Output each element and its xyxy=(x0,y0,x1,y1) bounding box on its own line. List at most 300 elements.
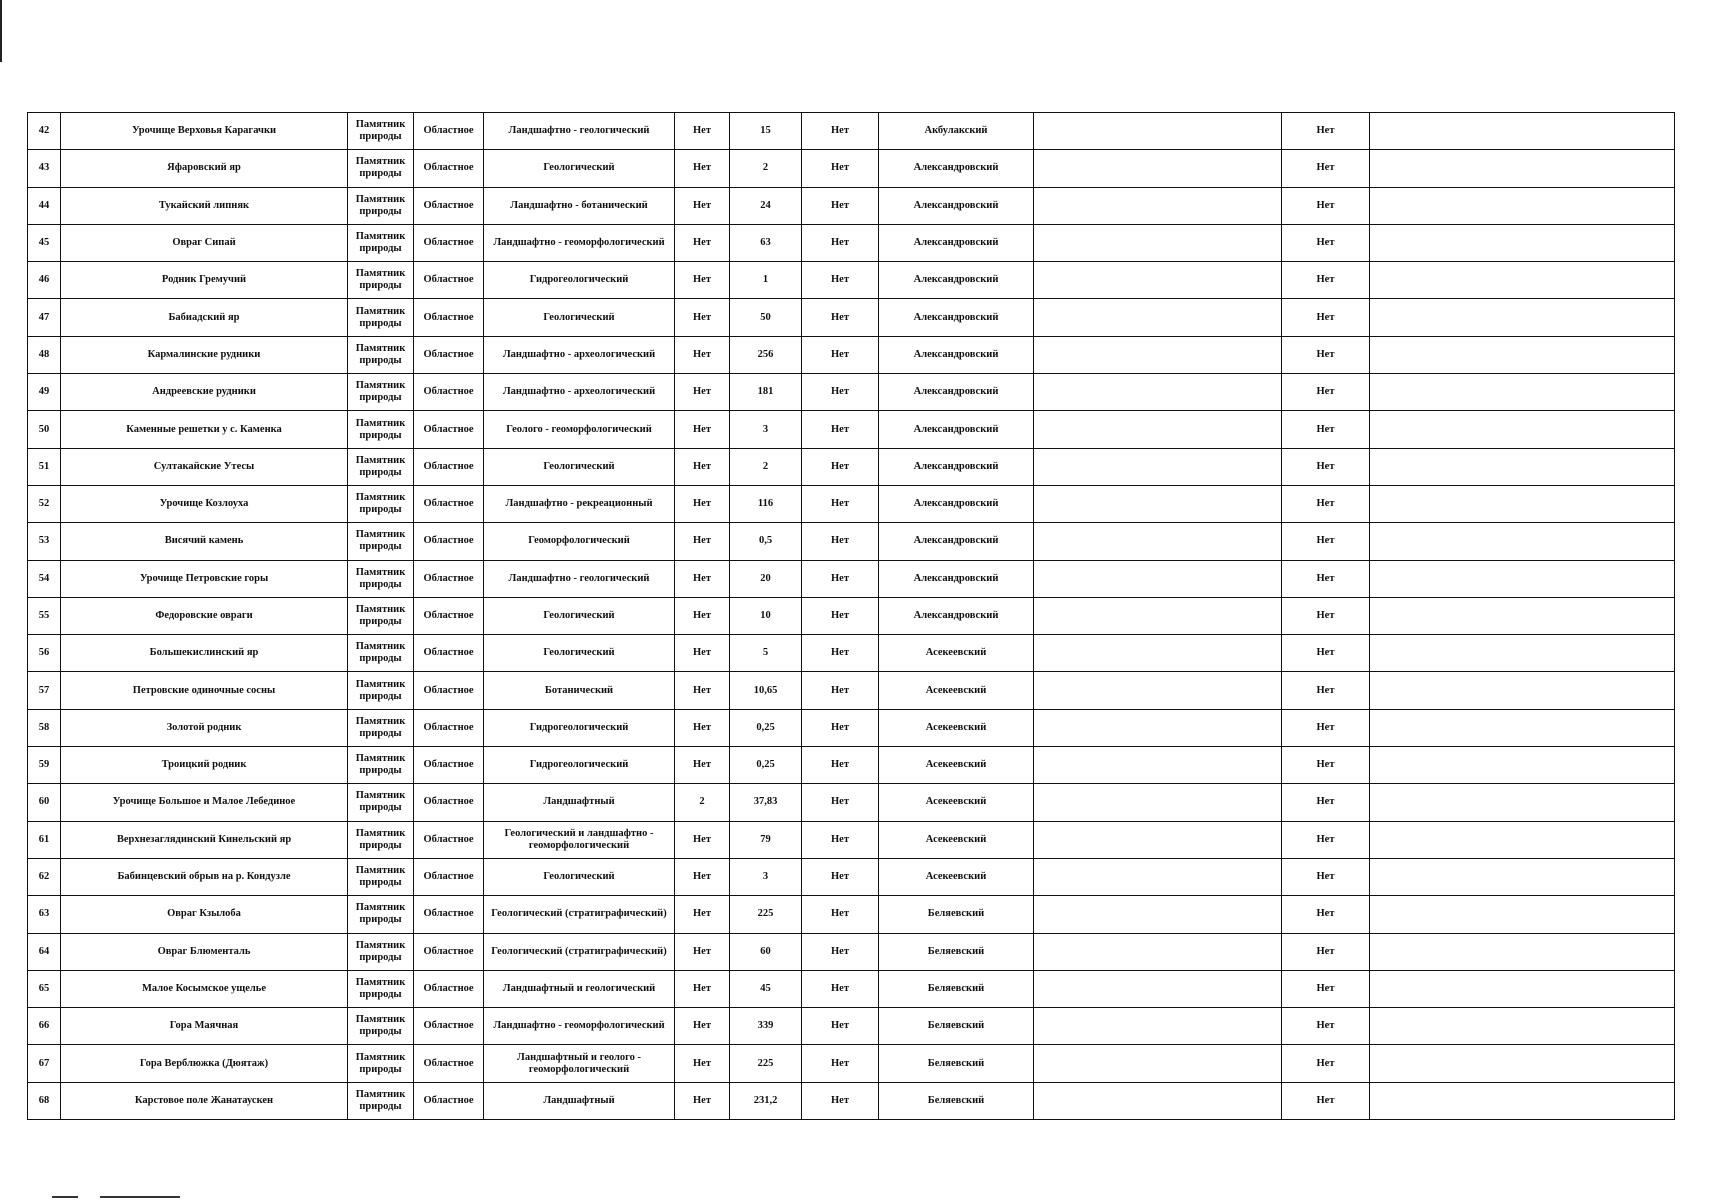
district-cell: Беляевский xyxy=(879,1008,1034,1045)
row-number-cell: 43 xyxy=(28,150,61,187)
district-cell: Асекеевский xyxy=(879,709,1034,746)
district-cell: Александровский xyxy=(879,187,1034,224)
object-name-cell: Карстовое поле Жанатаускен xyxy=(61,1082,348,1119)
registry-table-body xyxy=(28,113,1675,1120)
column-12-cell xyxy=(1370,448,1675,485)
object-name-cell: Овраг Сипай xyxy=(61,224,348,261)
column-8-cell: Нет xyxy=(802,485,879,522)
significance-cell: Областное xyxy=(414,113,484,150)
column-8-cell: Нет xyxy=(802,336,879,373)
area-cell: 3 xyxy=(730,858,802,895)
area-cell: 2 xyxy=(730,448,802,485)
district-cell: Асекеевский xyxy=(879,784,1034,821)
column-6-cell: Нет xyxy=(675,896,730,933)
object-name-cell: Тукайский липняк xyxy=(61,187,348,224)
significance-cell: Областное xyxy=(414,187,484,224)
category-cell: Памятник природы xyxy=(348,374,414,411)
column-11-cell: Нет xyxy=(1282,224,1370,261)
column-10-cell xyxy=(1034,821,1282,858)
column-10-cell xyxy=(1034,411,1282,448)
table-row xyxy=(28,1008,1675,1045)
column-6-cell: Нет xyxy=(675,187,730,224)
profile-cell: Геологический и ландшафтно - геоморфологический xyxy=(484,821,675,858)
row-number-cell: 65 xyxy=(28,970,61,1007)
column-6-cell: Нет xyxy=(675,821,730,858)
profile-cell: Ландшафтный и геологический xyxy=(484,970,675,1007)
column-11-cell: Нет xyxy=(1282,858,1370,895)
area-cell: 10 xyxy=(730,597,802,634)
scan-mark xyxy=(100,1196,180,1198)
column-6-cell: 2 xyxy=(675,784,730,821)
row-number-cell: 49 xyxy=(28,374,61,411)
column-12-cell xyxy=(1370,150,1675,187)
area-cell: 339 xyxy=(730,1008,802,1045)
table-row xyxy=(28,933,1675,970)
table-row xyxy=(28,262,1675,299)
area-cell: 116 xyxy=(730,485,802,522)
district-cell: Александровский xyxy=(879,299,1034,336)
column-6-cell: Нет xyxy=(675,858,730,895)
profile-cell: Ландшафтный xyxy=(484,784,675,821)
significance-cell: Областное xyxy=(414,448,484,485)
column-6-cell: Нет xyxy=(675,448,730,485)
column-12-cell xyxy=(1370,1045,1675,1082)
column-11-cell: Нет xyxy=(1282,933,1370,970)
column-11-cell: Нет xyxy=(1282,784,1370,821)
table-row xyxy=(28,709,1675,746)
table-row xyxy=(28,560,1675,597)
column-10-cell xyxy=(1034,224,1282,261)
column-12-cell xyxy=(1370,747,1675,784)
column-11-cell: Нет xyxy=(1282,597,1370,634)
row-number-cell: 57 xyxy=(28,672,61,709)
column-10-cell xyxy=(1034,187,1282,224)
row-number-cell: 64 xyxy=(28,933,61,970)
category-cell: Памятник природы xyxy=(348,1045,414,1082)
table-row xyxy=(28,672,1675,709)
category-cell: Памятник природы xyxy=(348,821,414,858)
district-cell: Асекеевский xyxy=(879,635,1034,672)
category-cell: Памятник природы xyxy=(348,933,414,970)
area-cell: 3 xyxy=(730,411,802,448)
profile-cell: Ландшафтно - рекреационный xyxy=(484,485,675,522)
column-10-cell xyxy=(1034,1008,1282,1045)
column-6-cell: Нет xyxy=(675,523,730,560)
column-12-cell xyxy=(1370,523,1675,560)
column-11-cell: Нет xyxy=(1282,560,1370,597)
column-12-cell xyxy=(1370,1082,1675,1119)
area-cell: 0,25 xyxy=(730,709,802,746)
column-12-cell xyxy=(1370,784,1675,821)
table-row xyxy=(28,970,1675,1007)
area-cell: 79 xyxy=(730,821,802,858)
category-cell: Памятник природы xyxy=(348,709,414,746)
profile-cell: Геологический xyxy=(484,299,675,336)
category-cell: Памятник природы xyxy=(348,523,414,560)
district-cell: Александровский xyxy=(879,336,1034,373)
profile-cell: Ландшафтно - геоморфологический xyxy=(484,1008,675,1045)
table-row xyxy=(28,374,1675,411)
column-12-cell xyxy=(1370,113,1675,150)
table-row xyxy=(28,448,1675,485)
row-number-cell: 68 xyxy=(28,1082,61,1119)
column-12-cell xyxy=(1370,858,1675,895)
row-number-cell: 56 xyxy=(28,635,61,672)
significance-cell: Областное xyxy=(414,560,484,597)
significance-cell: Областное xyxy=(414,597,484,634)
row-number-cell: 52 xyxy=(28,485,61,522)
column-11-cell: Нет xyxy=(1282,262,1370,299)
table-row xyxy=(28,821,1675,858)
column-8-cell: Нет xyxy=(802,970,879,1007)
column-12-cell xyxy=(1370,411,1675,448)
object-name-cell: Овраг Кзылоба xyxy=(61,896,348,933)
column-6-cell: Нет xyxy=(675,933,730,970)
area-cell: 50 xyxy=(730,299,802,336)
column-12-cell xyxy=(1370,635,1675,672)
column-11-cell: Нет xyxy=(1282,1008,1370,1045)
column-12-cell xyxy=(1370,299,1675,336)
area-cell: 225 xyxy=(730,896,802,933)
column-11-cell: Нет xyxy=(1282,970,1370,1007)
column-8-cell: Нет xyxy=(802,858,879,895)
category-cell: Памятник природы xyxy=(348,970,414,1007)
profile-cell: Геологический xyxy=(484,858,675,895)
registry-table xyxy=(27,112,1675,1120)
significance-cell: Областное xyxy=(414,262,484,299)
column-6-cell: Нет xyxy=(675,262,730,299)
column-10-cell xyxy=(1034,635,1282,672)
column-6-cell: Нет xyxy=(675,411,730,448)
table-row xyxy=(28,1082,1675,1119)
table-row xyxy=(28,896,1675,933)
area-cell: 2 xyxy=(730,150,802,187)
category-cell: Памятник природы xyxy=(348,1082,414,1119)
object-name-cell: Урочище Петровские горы xyxy=(61,560,348,597)
row-number-cell: 63 xyxy=(28,896,61,933)
district-cell: Акбулакский xyxy=(879,113,1034,150)
significance-cell: Областное xyxy=(414,374,484,411)
column-6-cell: Нет xyxy=(675,374,730,411)
profile-cell: Геологический (стратиграфический) xyxy=(484,896,675,933)
object-name-cell: Федоровские овраги xyxy=(61,597,348,634)
profile-cell: Геологический xyxy=(484,597,675,634)
column-8-cell: Нет xyxy=(802,1008,879,1045)
category-cell: Памятник природы xyxy=(348,411,414,448)
row-number-cell: 46 xyxy=(28,262,61,299)
row-number-cell: 47 xyxy=(28,299,61,336)
column-6-cell: Нет xyxy=(675,336,730,373)
object-name-cell: Родник Гремучий xyxy=(61,262,348,299)
table-row xyxy=(28,485,1675,522)
category-cell: Памятник природы xyxy=(348,560,414,597)
object-name-cell: Урочище Верховья Карагачки xyxy=(61,113,348,150)
column-10-cell xyxy=(1034,523,1282,560)
column-11-cell: Нет xyxy=(1282,336,1370,373)
table-row xyxy=(28,635,1675,672)
column-12-cell xyxy=(1370,187,1675,224)
column-12-cell xyxy=(1370,970,1675,1007)
table-row xyxy=(28,113,1675,150)
page-edge-line xyxy=(0,0,2,62)
category-cell: Памятник природы xyxy=(348,448,414,485)
column-10-cell xyxy=(1034,672,1282,709)
significance-cell: Областное xyxy=(414,485,484,522)
column-10-cell xyxy=(1034,597,1282,634)
row-number-cell: 62 xyxy=(28,858,61,895)
table-row xyxy=(28,299,1675,336)
table-row xyxy=(28,858,1675,895)
column-8-cell: Нет xyxy=(802,299,879,336)
row-number-cell: 42 xyxy=(28,113,61,150)
significance-cell: Областное xyxy=(414,1008,484,1045)
object-name-cell: Большекислинский яр xyxy=(61,635,348,672)
significance-cell: Областное xyxy=(414,336,484,373)
significance-cell: Областное xyxy=(414,150,484,187)
district-cell: Александровский xyxy=(879,448,1034,485)
column-10-cell xyxy=(1034,262,1282,299)
column-10-cell xyxy=(1034,896,1282,933)
category-cell: Памятник природы xyxy=(348,187,414,224)
area-cell: 37,83 xyxy=(730,784,802,821)
column-12-cell xyxy=(1370,933,1675,970)
column-8-cell: Нет xyxy=(802,672,879,709)
column-8-cell: Нет xyxy=(802,1045,879,1082)
district-cell: Беляевский xyxy=(879,896,1034,933)
district-cell: Асекеевский xyxy=(879,821,1034,858)
table-row xyxy=(28,224,1675,261)
column-10-cell xyxy=(1034,299,1282,336)
column-6-cell: Нет xyxy=(675,560,730,597)
column-11-cell: Нет xyxy=(1282,709,1370,746)
category-cell: Памятник природы xyxy=(348,262,414,299)
object-name-cell: Верхнезаглядинский Кинельский яр xyxy=(61,821,348,858)
category-cell: Памятник природы xyxy=(348,635,414,672)
column-6-cell: Нет xyxy=(675,709,730,746)
category-cell: Памятник природы xyxy=(348,672,414,709)
object-name-cell: Золотой родник xyxy=(61,709,348,746)
district-cell: Асекеевский xyxy=(879,672,1034,709)
object-name-cell: Бабиадский яр xyxy=(61,299,348,336)
district-cell: Александровский xyxy=(879,485,1034,522)
column-11-cell: Нет xyxy=(1282,299,1370,336)
column-11-cell: Нет xyxy=(1282,374,1370,411)
significance-cell: Областное xyxy=(414,970,484,1007)
area-cell: 181 xyxy=(730,374,802,411)
column-10-cell xyxy=(1034,485,1282,522)
district-cell: Александровский xyxy=(879,262,1034,299)
area-cell: 225 xyxy=(730,1045,802,1082)
profile-cell: Ландшафтно - геологический xyxy=(484,113,675,150)
object-name-cell: Каменные решетки у с. Каменка xyxy=(61,411,348,448)
object-name-cell: Овраг Блюменталь xyxy=(61,933,348,970)
significance-cell: Областное xyxy=(414,1045,484,1082)
column-8-cell: Нет xyxy=(802,150,879,187)
object-name-cell: Яфаровский яр xyxy=(61,150,348,187)
column-6-cell: Нет xyxy=(675,635,730,672)
category-cell: Памятник природы xyxy=(348,299,414,336)
row-number-cell: 53 xyxy=(28,523,61,560)
profile-cell: Геологический (стратиграфический) xyxy=(484,933,675,970)
column-8-cell: Нет xyxy=(802,784,879,821)
profile-cell: Ландшафтно - археологический xyxy=(484,374,675,411)
table-row xyxy=(28,336,1675,373)
profile-cell: Гидрогеологический xyxy=(484,262,675,299)
column-6-cell: Нет xyxy=(675,1045,730,1082)
column-8-cell: Нет xyxy=(802,597,879,634)
category-cell: Памятник природы xyxy=(348,224,414,261)
table-row xyxy=(28,784,1675,821)
object-name-cell: Кармалинские рудники xyxy=(61,336,348,373)
category-cell: Памятник природы xyxy=(348,485,414,522)
object-name-cell: Гора Верблюжка (Дюятаж) xyxy=(61,1045,348,1082)
area-cell: 20 xyxy=(730,560,802,597)
profile-cell: Гидрогеологический xyxy=(484,747,675,784)
column-11-cell: Нет xyxy=(1282,1082,1370,1119)
row-number-cell: 55 xyxy=(28,597,61,634)
column-8-cell: Нет xyxy=(802,262,879,299)
column-8-cell: Нет xyxy=(802,747,879,784)
column-10-cell xyxy=(1034,448,1282,485)
column-11-cell: Нет xyxy=(1282,485,1370,522)
column-6-cell: Нет xyxy=(675,150,730,187)
profile-cell: Ботанический xyxy=(484,672,675,709)
column-6-cell: Нет xyxy=(675,113,730,150)
column-11-cell: Нет xyxy=(1282,672,1370,709)
column-8-cell: Нет xyxy=(802,224,879,261)
column-12-cell xyxy=(1370,597,1675,634)
district-cell: Беляевский xyxy=(879,1082,1034,1119)
significance-cell: Областное xyxy=(414,299,484,336)
column-12-cell xyxy=(1370,672,1675,709)
object-name-cell: Висячий камень xyxy=(61,523,348,560)
row-number-cell: 67 xyxy=(28,1045,61,1082)
district-cell: Беляевский xyxy=(879,1045,1034,1082)
profile-cell: Ландшафтный и геолого - геоморфологический xyxy=(484,1045,675,1082)
column-8-cell: Нет xyxy=(802,411,879,448)
column-11-cell: Нет xyxy=(1282,747,1370,784)
significance-cell: Областное xyxy=(414,635,484,672)
district-cell: Беляевский xyxy=(879,970,1034,1007)
area-cell: 0,5 xyxy=(730,523,802,560)
table-row xyxy=(28,597,1675,634)
column-8-cell: Нет xyxy=(802,523,879,560)
column-6-cell: Нет xyxy=(675,672,730,709)
column-12-cell xyxy=(1370,262,1675,299)
column-12-cell xyxy=(1370,896,1675,933)
column-8-cell: Нет xyxy=(802,821,879,858)
table-row xyxy=(28,523,1675,560)
column-11-cell: Нет xyxy=(1282,187,1370,224)
column-12-cell xyxy=(1370,1008,1675,1045)
area-cell: 24 xyxy=(730,187,802,224)
area-cell: 5 xyxy=(730,635,802,672)
column-11-cell: Нет xyxy=(1282,113,1370,150)
category-cell: Памятник природы xyxy=(348,858,414,895)
column-11-cell: Нет xyxy=(1282,523,1370,560)
category-cell: Памятник природы xyxy=(348,150,414,187)
significance-cell: Областное xyxy=(414,933,484,970)
column-11-cell: Нет xyxy=(1282,896,1370,933)
area-cell: 0,25 xyxy=(730,747,802,784)
category-cell: Памятник природы xyxy=(348,747,414,784)
district-cell: Александровский xyxy=(879,523,1034,560)
profile-cell: Ландшафтно - ботанический xyxy=(484,187,675,224)
column-11-cell: Нет xyxy=(1282,411,1370,448)
district-cell: Александровский xyxy=(879,560,1034,597)
column-11-cell: Нет xyxy=(1282,1045,1370,1082)
column-12-cell xyxy=(1370,560,1675,597)
category-cell: Памятник природы xyxy=(348,896,414,933)
column-12-cell xyxy=(1370,224,1675,261)
column-10-cell xyxy=(1034,374,1282,411)
object-name-cell: Андреевские рудники xyxy=(61,374,348,411)
object-name-cell: Малое Косымское ущелье xyxy=(61,970,348,1007)
column-11-cell: Нет xyxy=(1282,635,1370,672)
row-number-cell: 60 xyxy=(28,784,61,821)
column-8-cell: Нет xyxy=(802,635,879,672)
row-number-cell: 51 xyxy=(28,448,61,485)
row-number-cell: 48 xyxy=(28,336,61,373)
significance-cell: Областное xyxy=(414,523,484,560)
column-10-cell xyxy=(1034,560,1282,597)
table-row xyxy=(28,187,1675,224)
object-name-cell: Урочище Козлоуха xyxy=(61,485,348,522)
area-cell: 1 xyxy=(730,262,802,299)
row-number-cell: 45 xyxy=(28,224,61,261)
significance-cell: Областное xyxy=(414,747,484,784)
significance-cell: Областное xyxy=(414,858,484,895)
area-cell: 10,65 xyxy=(730,672,802,709)
significance-cell: Областное xyxy=(414,821,484,858)
column-6-cell: Нет xyxy=(675,747,730,784)
column-6-cell: Нет xyxy=(675,970,730,1007)
column-10-cell xyxy=(1034,747,1282,784)
object-name-cell: Бабинцевский обрыв на р. Кондузле xyxy=(61,858,348,895)
object-name-cell: Петровские одиночные сосны xyxy=(61,672,348,709)
category-cell: Памятник природы xyxy=(348,1008,414,1045)
column-10-cell xyxy=(1034,858,1282,895)
column-10-cell xyxy=(1034,784,1282,821)
column-8-cell: Нет xyxy=(802,113,879,150)
district-cell: Александровский xyxy=(879,411,1034,448)
row-number-cell: 61 xyxy=(28,821,61,858)
column-6-cell: Нет xyxy=(675,597,730,634)
district-cell: Асекеевский xyxy=(879,858,1034,895)
area-cell: 45 xyxy=(730,970,802,1007)
significance-cell: Областное xyxy=(414,709,484,746)
table-row xyxy=(28,747,1675,784)
column-11-cell: Нет xyxy=(1282,448,1370,485)
district-cell: Асекеевский xyxy=(879,747,1034,784)
profile-cell: Ландшафтно - геологический xyxy=(484,560,675,597)
profile-cell: Ландшафтно - геоморфологический xyxy=(484,224,675,261)
area-cell: 63 xyxy=(730,224,802,261)
object-name-cell: Троицкий родник xyxy=(61,747,348,784)
column-8-cell: Нет xyxy=(802,1082,879,1119)
column-11-cell: Нет xyxy=(1282,150,1370,187)
column-12-cell xyxy=(1370,374,1675,411)
column-6-cell: Нет xyxy=(675,224,730,261)
column-12-cell xyxy=(1370,821,1675,858)
column-6-cell: Нет xyxy=(675,299,730,336)
district-cell: Александровский xyxy=(879,597,1034,634)
row-number-cell: 44 xyxy=(28,187,61,224)
column-8-cell: Нет xyxy=(802,448,879,485)
column-10-cell xyxy=(1034,336,1282,373)
significance-cell: Областное xyxy=(414,784,484,821)
profile-cell: Геологический xyxy=(484,448,675,485)
